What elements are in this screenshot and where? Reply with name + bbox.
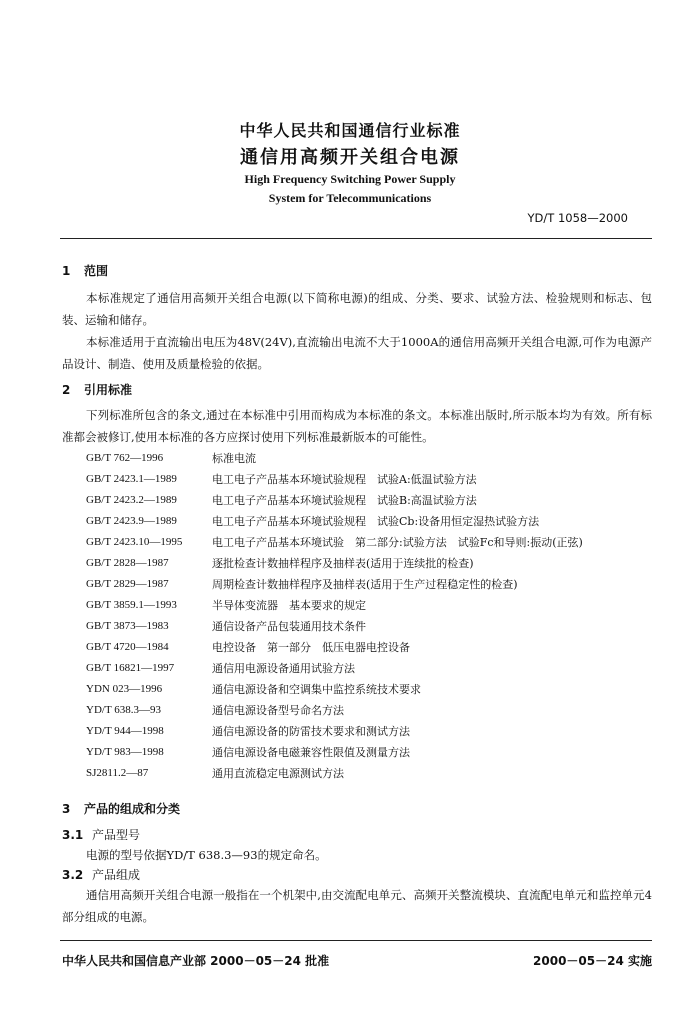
section-number: 3 bbox=[62, 802, 71, 816]
reference-code: GB/T 16821—1997 bbox=[86, 662, 175, 674]
reference-code: GB/T 4720—1984 bbox=[86, 641, 169, 653]
reference-title: 通信设备产品包装通用技术条件 bbox=[212, 620, 366, 633]
reference-item bbox=[86, 763, 652, 784]
section-title: 产品的组成和分类 bbox=[84, 802, 181, 816]
reference-code: GB/T 2423.9—1989 bbox=[86, 515, 177, 527]
section-2-paragraph: 下列标准所包含的条文,通过在本标准中引用而构成为本标准的条文。本标准出版时,所示版本均为有效。所有标准都会被修订,使用本标准的各方应探讨使用下列标准最新版本的可能性。 bbox=[62, 408, 652, 444]
reference-item bbox=[86, 448, 652, 469]
subsection-number: 3.2 bbox=[62, 868, 84, 882]
document-title-cn: 通信用高频开关组合电源 bbox=[240, 147, 460, 168]
reference-item bbox=[86, 616, 652, 637]
reference-code: YD/T 944—1998 bbox=[86, 725, 164, 737]
implementation-date: 2000－05－24 实施 bbox=[533, 954, 652, 968]
reference-item bbox=[86, 721, 652, 742]
reference-code: GB/T 2829—1987 bbox=[86, 578, 169, 590]
reference-item bbox=[86, 574, 652, 595]
reference-item bbox=[86, 637, 652, 658]
reference-title: 标准电流 bbox=[212, 452, 256, 465]
reference-title: 电控设备 第一部分 低压电器电控设备 bbox=[212, 641, 410, 654]
reference-item bbox=[86, 490, 652, 511]
section-1-heading bbox=[62, 262, 108, 279]
reference-item bbox=[86, 658, 652, 679]
subsection-title: 产品组成 bbox=[92, 868, 141, 882]
reference-title: 通信电源设备型号命名方法 bbox=[212, 704, 344, 717]
reference-code: GB/T 2423.2—1989 bbox=[86, 494, 177, 506]
standard-category-title: 中华人民共和国通信行业标准 bbox=[239, 121, 461, 140]
reference-title: 半导体变流器 基本要求的规定 bbox=[212, 599, 366, 612]
reference-code: GB/T 2828—1987 bbox=[86, 557, 169, 569]
reference-code: GB/T 762—1996 bbox=[86, 452, 164, 464]
section-number: 1 bbox=[62, 264, 71, 278]
reference-title: 通信用电源设备通用试验方法 bbox=[212, 662, 355, 675]
reference-title: 通信电源设备的防雷技术要求和测试方法 bbox=[212, 725, 410, 738]
section-title: 范围 bbox=[84, 264, 109, 278]
reference-code: GB/T 2423.10—1995 bbox=[86, 536, 183, 548]
reference-code: YD/T 983—1998 bbox=[86, 746, 164, 758]
reference-code: GB/T 2423.1—1989 bbox=[86, 473, 177, 485]
reference-code: SJ2811.2—87 bbox=[86, 767, 149, 779]
header-divider bbox=[60, 238, 652, 239]
reference-title: 电工电子产品基本环境试验规程 试验Cb:设备用恒定湿热试验方法 bbox=[212, 515, 540, 528]
subsection-title: 产品型号 bbox=[92, 828, 141, 842]
reference-title: 电工电子产品基本环境试验规程 试验B:高温试验方法 bbox=[212, 494, 477, 507]
reference-code: GB/T 3873—1983 bbox=[86, 620, 169, 632]
reference-title: 电工电子产品基本环境试验 第二部分:试验方法 试验Fc和导则:振动(正弦) bbox=[212, 536, 583, 549]
footer-divider bbox=[60, 940, 652, 941]
subsection-number: 3.1 bbox=[62, 828, 84, 842]
reference-code: YDN 023—1996 bbox=[86, 683, 163, 695]
reference-title: 周期检查计数抽样程序及抽样表(适用于生产过程稳定性的检查) bbox=[212, 578, 518, 591]
reference-item bbox=[86, 469, 652, 490]
section-3-heading bbox=[62, 800, 180, 817]
reference-title: 通信电源设备电磁兼容性限值及测量方法 bbox=[212, 746, 410, 759]
section-title: 引用标准 bbox=[84, 383, 133, 397]
section-1-paragraph-2: 本标准适用于直流输出电压为48V(24V),直流输出电流不大于1000A的通信用高频开关组合电源,可作为电源产品设计、制造、使用及质量检验的依据。 bbox=[62, 335, 652, 371]
reference-item bbox=[86, 532, 652, 553]
reference-item bbox=[86, 679, 652, 700]
reference-title: 逐批检查计数抽样程序及抽样表(适用于连续批的检查) bbox=[212, 557, 474, 570]
reference-item bbox=[86, 700, 652, 721]
reference-title: 通信电源设备和空调集中监控系统技术要求 bbox=[212, 683, 421, 696]
standard-code: YD/T 1058—2000 bbox=[527, 211, 628, 225]
subsection-3-1-heading bbox=[62, 826, 140, 843]
document-title-en-line1: High Frequency Switching Power Supply bbox=[244, 172, 456, 186]
section-number: 2 bbox=[62, 383, 71, 397]
section-2-heading bbox=[62, 381, 132, 398]
reference-item bbox=[86, 742, 652, 763]
reference-code: GB/T 3859.1—1993 bbox=[86, 599, 177, 611]
approval-line: 中华人民共和国信息产业部 2000－05－24 批准 bbox=[62, 954, 330, 968]
reference-list bbox=[86, 448, 652, 784]
reference-item bbox=[86, 553, 652, 574]
reference-item bbox=[86, 595, 652, 616]
reference-title: 电工电子产品基本环境试验规程 试验A:低温试验方法 bbox=[212, 473, 477, 486]
subsection-3-2-text: 通信用高频开关组合电源一般指在一个机架中,由交流配电单元、高频开关整流模块、直流配电单元和监控单元4部分组成的电源。 bbox=[62, 888, 652, 924]
subsection-3-2-heading bbox=[62, 866, 140, 883]
reference-title: 通用直流稳定电源测试方法 bbox=[212, 767, 344, 780]
section-1-paragraph-1: 本标准规定了通信用高频开关组合电源(以下简称电源)的组成、分类、要求、试验方法、检验规则和标志、包装、运输和储存。 bbox=[62, 291, 652, 327]
document-title-en-line2: System for Telecommunications bbox=[268, 191, 432, 205]
subsection-3-1-text: 电源的型号依据YD/T 638.3—93的规定命名。 bbox=[86, 848, 327, 862]
reference-code: YD/T 638.3—93 bbox=[86, 704, 161, 716]
reference-item bbox=[86, 511, 652, 532]
